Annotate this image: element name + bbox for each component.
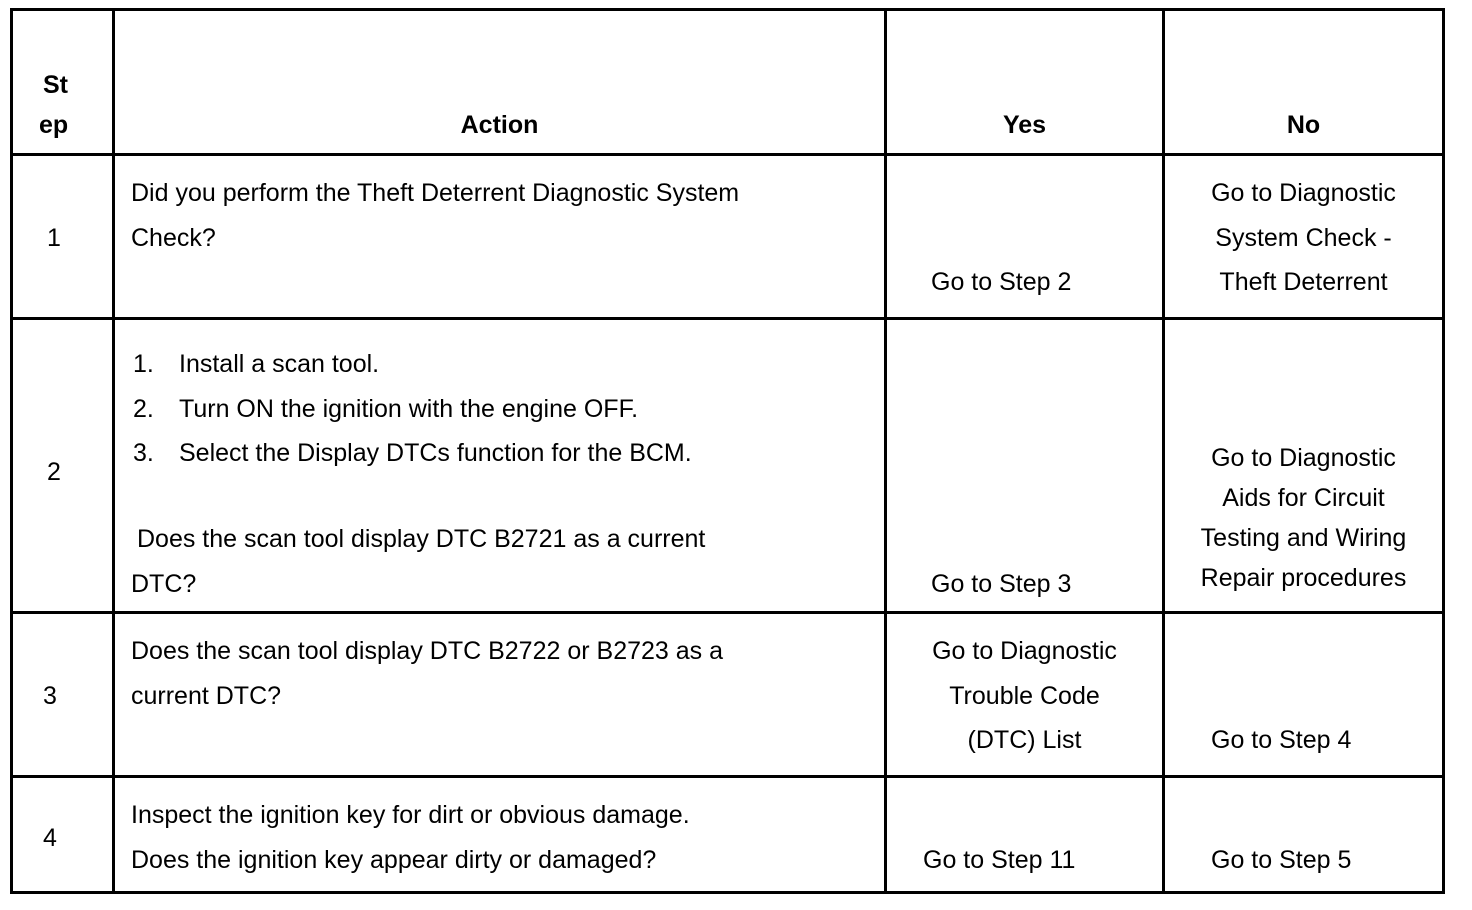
step-number: 2 bbox=[47, 458, 61, 486]
list-item bbox=[133, 431, 692, 475]
header-action-cell bbox=[115, 11, 887, 153]
table-row bbox=[13, 320, 1442, 614]
yes-link-text[interactable]: Go to Step 11 bbox=[923, 846, 1076, 874]
list-item-text: Turn ON the ignition with the engine OFF. bbox=[179, 395, 639, 423]
no-link-text[interactable]: Go to Step 4 bbox=[1211, 726, 1352, 754]
header-no-label: No bbox=[1286, 111, 1321, 139]
header-step-line1: St bbox=[43, 71, 68, 99]
no-link-text-line[interactable]: System Check - bbox=[1215, 224, 1392, 252]
no-link-text[interactable]: Go to Step 5 bbox=[1211, 846, 1352, 874]
yes-cell bbox=[887, 614, 1165, 775]
step-number: 1 bbox=[47, 224, 61, 252]
no-cell bbox=[1165, 614, 1442, 775]
action-text-line: Check? bbox=[131, 224, 216, 252]
no-link-text-line[interactable]: Testing and Wiring bbox=[1200, 524, 1407, 552]
no-link-text-line[interactable]: Go to Diagnostic bbox=[1211, 444, 1396, 472]
no-link-text-line[interactable]: Theft Deterrent bbox=[1219, 268, 1388, 296]
action-text-line: Does the ignition key appear dirty or damaged? bbox=[131, 846, 657, 874]
list-item-number: 1. bbox=[133, 350, 154, 378]
no-cell bbox=[1165, 156, 1442, 317]
header-step-cell bbox=[13, 11, 115, 153]
step-cell bbox=[13, 320, 115, 611]
yes-link-text[interactable]: Go to Step 2 bbox=[931, 268, 1072, 296]
action-text-line: current DTC? bbox=[131, 682, 282, 710]
action-cell bbox=[115, 320, 887, 611]
header-step-line2: ep bbox=[39, 111, 69, 139]
yes-cell bbox=[887, 156, 1165, 317]
list-item-number: 3. bbox=[133, 439, 154, 467]
yes-link-text[interactable]: Go to Step 3 bbox=[931, 570, 1072, 598]
no-cell bbox=[1165, 320, 1442, 611]
no-link-text-line[interactable]: Go to Diagnostic bbox=[1211, 179, 1396, 207]
action-cell bbox=[115, 614, 887, 775]
no-link-text-line[interactable]: Repair procedures bbox=[1200, 564, 1407, 592]
list-item-number: 2. bbox=[133, 395, 154, 423]
step-number: 3 bbox=[43, 682, 57, 710]
action-cell bbox=[115, 156, 887, 317]
action-text-line: Inspect the ignition key for dirt or obvious damage. bbox=[131, 801, 690, 829]
step-cell bbox=[13, 156, 115, 317]
action-question-line: DTC? bbox=[131, 570, 197, 598]
yes-cell bbox=[887, 778, 1165, 891]
action-text-line: Does the scan tool display DTC B2722 or B2723 as a bbox=[131, 637, 724, 665]
no-cell bbox=[1165, 778, 1442, 891]
table-header-row bbox=[13, 11, 1442, 156]
yes-cell bbox=[887, 320, 1165, 611]
yes-link-text-line[interactable]: (DTC) List bbox=[967, 726, 1082, 754]
yes-link-text-line[interactable]: Trouble Code bbox=[949, 682, 1100, 710]
header-action-label: Action bbox=[460, 111, 539, 139]
list-item-text: Select the Display DTCs function for the BCM. bbox=[179, 439, 692, 467]
action-cell bbox=[115, 778, 887, 891]
step-cell bbox=[13, 778, 115, 891]
header-no-cell bbox=[1165, 11, 1442, 153]
header-yes-cell bbox=[887, 11, 1165, 153]
table-row bbox=[13, 156, 1442, 320]
table-row bbox=[13, 614, 1442, 778]
action-question-line: Does the scan tool display DTC B2721 as a current bbox=[137, 525, 706, 553]
list-item-text: Install a scan tool. bbox=[179, 350, 380, 378]
table-row bbox=[13, 778, 1442, 891]
diagnostic-table bbox=[10, 8, 1445, 894]
no-link-text-line[interactable]: Aids for Circuit bbox=[1222, 484, 1385, 512]
action-text-line: Did you perform the Theft Deterrent Diagnostic System bbox=[131, 179, 740, 207]
header-yes-label: Yes bbox=[1002, 111, 1047, 139]
step-cell bbox=[13, 614, 115, 775]
list-item bbox=[133, 387, 638, 431]
yes-link-text-line[interactable]: Go to Diagnostic bbox=[932, 637, 1117, 665]
list-item bbox=[133, 342, 379, 386]
step-number: 4 bbox=[43, 824, 57, 852]
